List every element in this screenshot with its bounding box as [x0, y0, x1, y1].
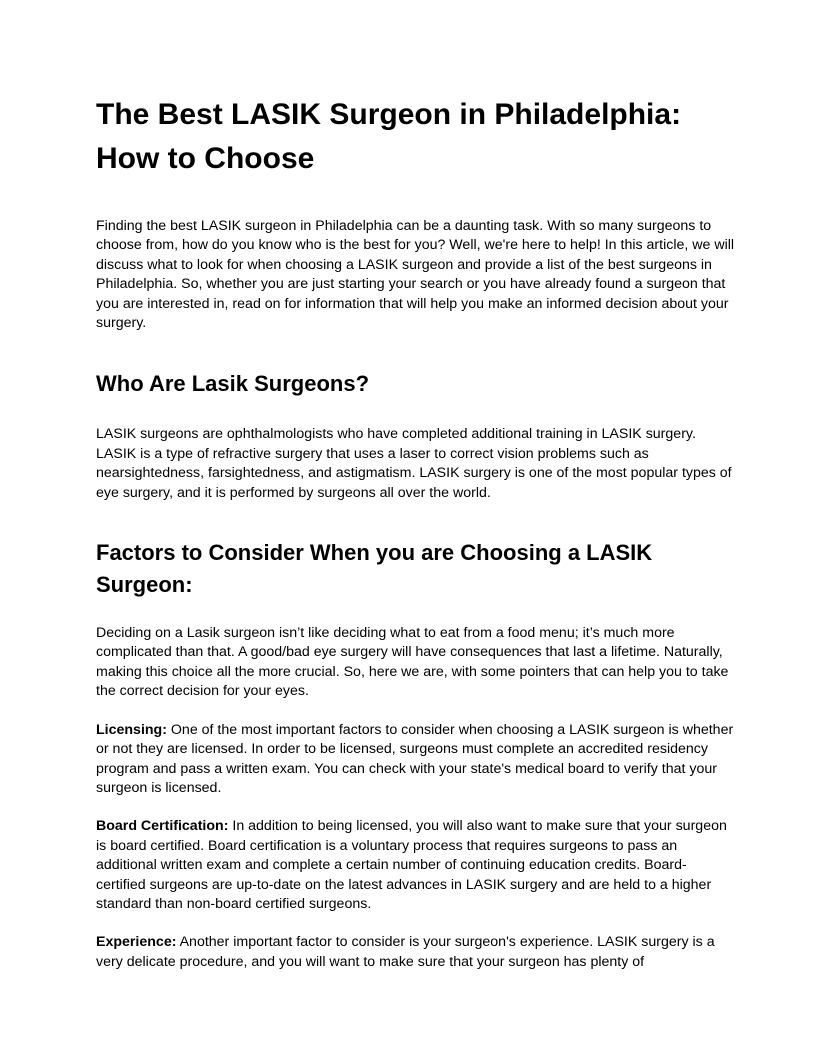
intro-paragraph: Finding the best LASIK surgeon in Philadelphia can be a daunting task. With so many surgeons to choose from, how do you know who is the best for you? Well, we're here to help! In this article, we will discuss what to look for when choosing a LASIK surgeon and provide a list of the best surgeons in Philadelphia. So, whether you are just starting your search or you have already found a surgeon that you are interested in, read on for information that will help you make an informed decision about your surgery. — [96, 218, 735, 332]
page-title: The Best LASIK Surgeon in Philadelphia: How to Choose — [96, 98, 682, 175]
document-page — [96, 93, 736, 972]
section-heading-factors: Factors to Consider When you are Choosing a LASIK Surgeon: — [96, 540, 653, 598]
factor-board-certification — [96, 817, 736, 914]
factor-label: Licensing: — [96, 721, 167, 738]
factor-experience — [96, 933, 736, 972]
factor-label: Experience: — [96, 934, 177, 951]
factor-licensing — [96, 721, 736, 799]
who-paragraph: LASIK surgeons are ophthalmologists who have completed additional training in LASIK surgery. LASIK is a type of refractive surgery that uses a laser to correct vision problems such as nearsightedness, farsightedness, and astigmatism. LASIK surgery is one of the most popular types of eye surgery, and it is performed by surgeons all over the world. — [96, 426, 732, 501]
factor-text: In addition to being licensed, you will also want to make sure that your surgeon is board certified. Board certification is a voluntary process that requires surgeons to pass an additional written exam and complete a certain number of continuing education credits. Board-certified surgeons are up-to-date on the latest advances in LASIK surgery and are held to a higher standard than non-board certified surgeons. — [96, 818, 727, 912]
factors-intro-paragraph: Deciding on a Lasik surgeon isn’t like deciding what to eat from a food menu; it’s much more complicated than that. A good/bad eye surgery will have consequences that last a lifetime. Naturally, making this choice all the more crucial. So, here we are, with some pointers that can help you to take the correct decision for your eyes. — [96, 625, 729, 700]
section-heading-who: Who Are Lasik Surgeons? — [96, 371, 370, 397]
factor-label: Board Certification: — [96, 818, 229, 835]
factor-text: One of the most important factors to consider when choosing a LASIK surgeon is whether or not they are licensed. In order to be licensed, surgeons must complete an accredited residency program and pass a written exam. You can check with your state's medical board to verify that your surgeon is licensed. — [96, 721, 734, 796]
factor-text: Another important factor to consider is your surgeon's experience. LASIK surgery is a very delicate procedure, and you will want to make sure that your surgeon has plenty of — [96, 934, 715, 970]
